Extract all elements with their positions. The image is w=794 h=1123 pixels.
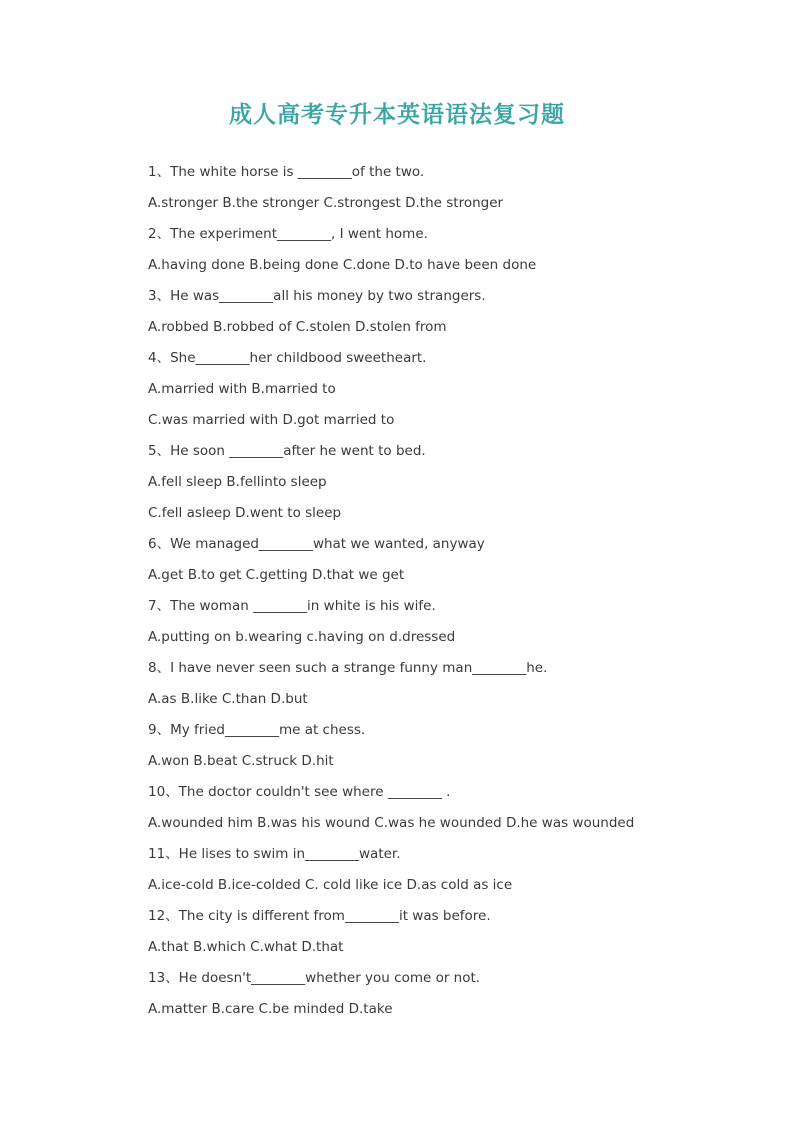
options-6: A.get B.to get C.getting D.that we get — [148, 567, 405, 583]
question-11: 11、He lises to swim in________water. — [148, 846, 401, 862]
question-3: 3、He was________all his money by two strangers. — [148, 288, 486, 304]
question-6: 6、We managed________what we wanted, anyway — [148, 536, 485, 552]
options-12: A.that B.which C.what D.that — [148, 939, 344, 955]
options-7: A.putting on b.wearing c.having on d.dressed — [148, 629, 456, 645]
question-8: 8、I have never seen such a strange funny man________he. — [148, 660, 548, 676]
options-5a: A.fell sleep B.fellinto sleep — [148, 474, 327, 490]
options-2: A.having done B.being done C.done D.to have been done — [148, 257, 537, 273]
options-4a: A.married with B.married to — [148, 381, 336, 397]
page-title: 成人高考专升本英语语法复习题 — [229, 101, 565, 128]
options-11: A.ice-cold B.ice-colded C. cold like ice D.as cold as ice — [148, 877, 513, 893]
options-9: A.won B.beat C.struck D.hit — [148, 753, 334, 769]
options-1: A.stronger B.the stronger C.strongest D.the stronger — [148, 195, 504, 211]
question-7: 7、The woman ________in white is his wife. — [148, 598, 436, 614]
question-12: 12、The city is different from________it was before. — [148, 908, 491, 924]
question-4: 4、She________her childbood sweetheart. — [148, 350, 427, 366]
question-1: 1、The white horse is ________of the two. — [148, 164, 425, 180]
question-2: 2、The experiment________, I went home. — [148, 226, 428, 242]
question-5: 5、He soon ________after he went to bed. — [148, 443, 426, 459]
options-13: A.matter B.care C.be minded D.take — [148, 1001, 393, 1017]
options-4b: C.was married with D.got married to — [148, 412, 395, 428]
question-9: 9、My fried________me at chess. — [148, 722, 366, 738]
question-13: 13、He doesn't________whether you come or not. — [148, 970, 481, 986]
question-10: 10、The doctor couldn't see where ________ . — [148, 784, 451, 800]
options-10: A.wounded him B.was his wound C.was he wounded D.he was wounded — [148, 815, 635, 831]
exercise-list — [148, 160, 768, 1028]
options-8: A.as B.like C.than D.but — [148, 691, 308, 707]
options-3: A.robbed B.robbed of C.stolen D.stolen from — [148, 319, 447, 335]
options-5b: C.fell asleep D.went to sleep — [148, 505, 342, 521]
